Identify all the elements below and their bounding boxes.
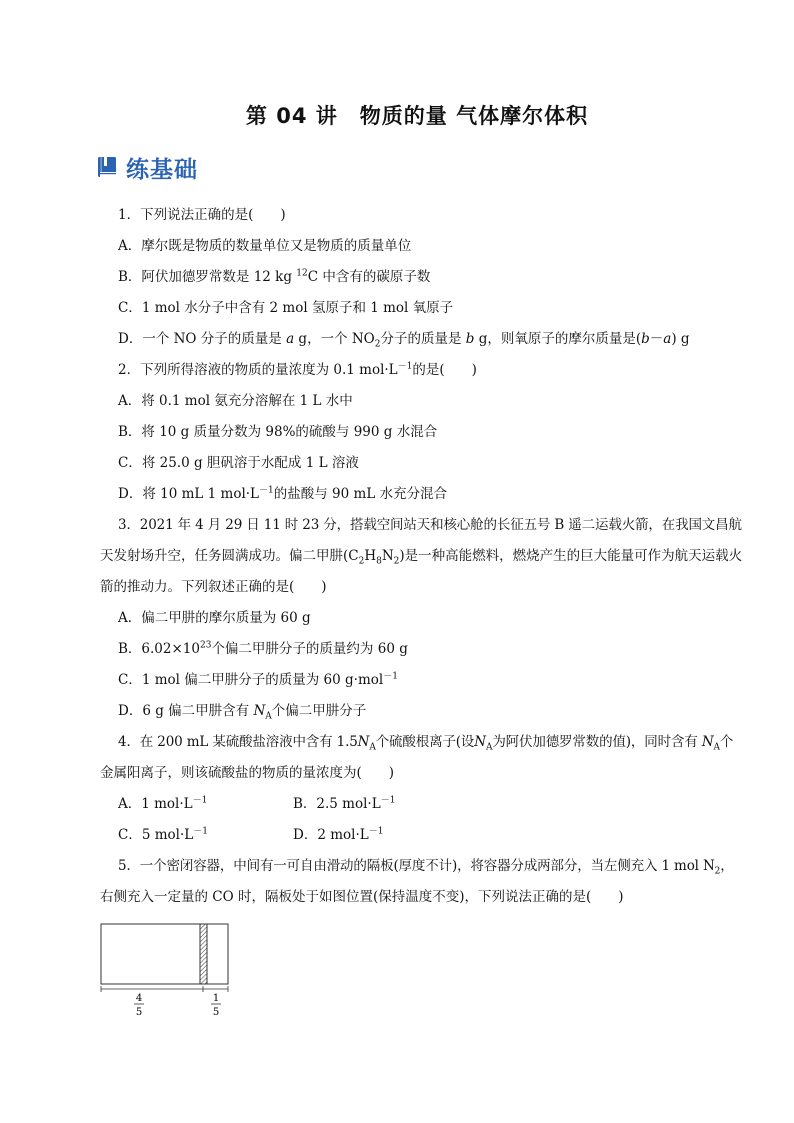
q2-stem: 2．下列所得溶液的物质的量浓度为 0.1 $mol\cdot L^{-1}$的是( ) [118,361,477,378]
fraction-left-denominator: 5 [135,1007,143,1018]
q4-option-b: B．2.5 $mol\cdot L^{-1}$ [293,795,396,812]
partition [200,924,207,984]
q2-option-d: D．将 10 mL 1 $mol\cdot L^{-1}$的盐酸与 90 mL 水充分混合 [118,485,448,502]
q4-option-d: D．2 $mol\cdot L^{-1}$ [293,826,384,843]
q2-option-c: C．将 25.0 g 胆矾溶于水配成 1 L 溶液 [118,455,359,471]
q4-option-a: A．1 $mol\cdot L^{-1}$ [118,795,208,812]
page-title: 第 04 讲 物质的量 气体摩尔体积 [245,104,589,128]
q3-stem-line2: 天发射场升空，任务圆满成功。偏二甲肼$(C_2H_8N_2)$是一种高能燃料，燃烧产生的巨大能量可作为航天运载火 [100,548,743,567]
q5-stem-line2: 右侧充入一定量的 CO 时，隔板处于如图位置(保持温度不变)，下列说法正确的是( ) [100,889,624,905]
q4-options-row1 [100,789,700,820]
q2-option-a: A．将 0.1 mol 氨充分溶解在 1 L 水中 [118,393,353,409]
fraction-right-numerator: 1 [212,993,220,1004]
q4-stem-line1: 4．在 200 mL 某硫酸盐溶液中含有 $1.5N_A$个硫酸根离子(设$N_A$为阿伏加德罗常数的值)，同时含有 $N_A$个 [118,734,734,753]
q4-options-row2 [100,820,700,851]
q5-stem-line1: 5．一个密闭容器，中间有一可自由滑动的隔板(厚度不计)，将容器分成两部分，当左侧充入 1 mol $N_2$， [118,858,734,877]
q1-option-a: A．摩尔既是物质的数量单位又是物质的质量单位 [118,238,412,254]
book-icon [96,155,120,179]
fraction-right-denominator: 5 [212,1007,220,1018]
question-list [100,200,743,913]
section-label: 练基础 [126,156,198,183]
container-diagram [100,923,230,1018]
fraction-left-numerator: 4 [135,993,143,1004]
q3-stem-line1: 3．2021 年 4 月 29 日 11 时 23 分，搭载空间站天和核心舱的长征五号 B 遥二运载火箭，在我国文昌航 [118,517,742,533]
q1-option-c: C．1 mol 水分子中含有 2 mol 氢原子和 1 mol 氧原子 [118,300,454,316]
q1-option-d: D．一个 NO 分子的质量是 a g，一个 $NO_2$分子的质量是 b g，则氧原子的摩尔质量是(b－a) g [118,331,690,350]
q4-option-c: C．5 $mol\cdot L^{-1}$ [118,826,208,843]
q3-stem-line3: 箭的推动力。下列叙述正确的是( ) [100,579,327,595]
q3-option-a: A．偏二甲肼的摩尔质量为 60 g [118,610,311,626]
q3-option-b: B．$6.02\times 10^{23}$个偏二甲肼分子的质量约为 60 g [118,640,408,657]
q3-option-c: C．1 mol 偏二甲肼分子的质量为 60 g·mol$^{-1}$ [118,671,398,688]
q1-stem: 1．下列说法正确的是( ) [118,207,286,223]
container-box [101,924,228,984]
q4-stem-line2: 金属阳离子，则该硫酸盐的物质的量浓度为( ) [100,765,395,781]
q3-option-d: D．6 g 偏二甲肼含有 $N_A$个偏二甲肼分子 [118,703,367,722]
section-header [96,152,198,182]
q2-option-b: B．将 10 g 质量分数为 98%的硫酸与 990 g 水混合 [118,424,438,440]
q1-option-b: B．阿伏加德罗常数是 12 kg $^{12}$C 中含有的碳原子数 [118,268,431,285]
